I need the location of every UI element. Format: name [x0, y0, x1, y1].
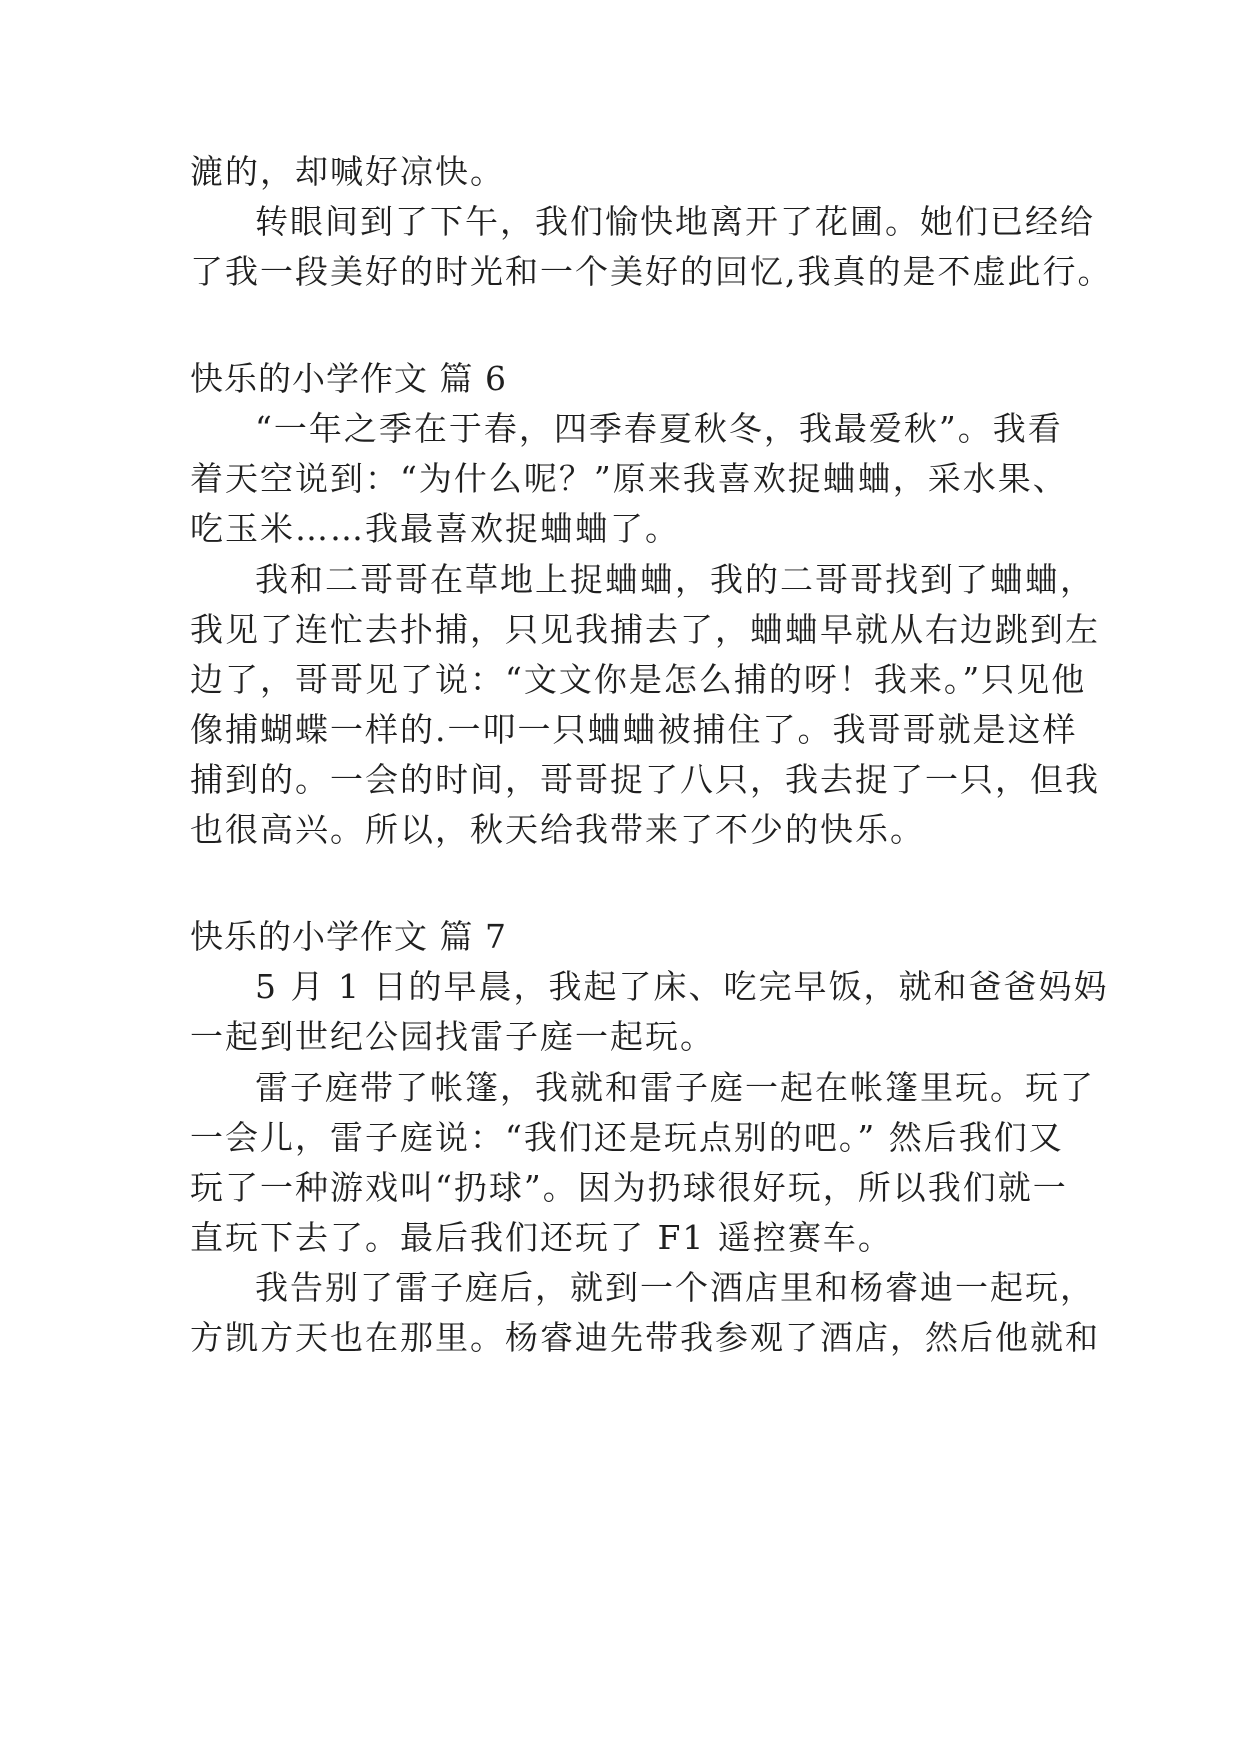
text-line: 边了，哥哥见了说：“文文你是怎么捕的呀！我来。”只见他	[190, 660, 1087, 699]
text-line: 雷子庭带了帐篷，我就和雷子庭一起在帐篷里玩。玩了	[255, 1068, 1095, 1107]
text-line: 也很高兴。所以，秋天给我带来了不少的快乐。	[190, 810, 925, 849]
text-line: 捕到的。一会的时间，哥哥捉了八只，我去捉了一只，但我	[190, 760, 1100, 799]
text-line: 着天空说到：“为什么呢？”原来我喜欢捉蛐蛐，采水果、	[190, 459, 1068, 498]
text-line: 玩了一种游戏叫“扔球”。因为扔球很好玩，所以我们就一	[190, 1168, 1068, 1207]
text-line: 方凯方天也在那里。杨睿迪先带我参观了酒店，然后他就和	[190, 1318, 1100, 1357]
text-line: 我见了连忙去扑捕，只见我捕去了，蛐蛐早就从右边跳到左	[190, 610, 1100, 649]
text-line: 吃玉米……我最喜欢捉蛐蛐了。	[190, 509, 680, 548]
text-line: “一年之季在于春，四季春夏秋冬，我最爱秋”。我看	[255, 409, 1063, 448]
text-line: 直玩下去了。最后我们还玩了 F1 遥控赛车。	[190, 1218, 893, 1257]
text-line: 了我一段美好的时光和一个美好的回忆,我真的是不虚此行。	[190, 252, 1113, 291]
section-heading: 快乐的小学作文 篇 6	[190, 359, 507, 398]
text-line: 一起到世纪公园找雷子庭一起玩。	[190, 1017, 715, 1056]
text-line: 我告别了雷子庭后，就到一个酒店里和杨睿迪一起玩，	[255, 1268, 1095, 1307]
text-line: 5 月 1 日的早晨，我起了床、吃完早饭，就和爸爸妈妈	[255, 967, 1109, 1006]
text-line: 像捕蝴蝶一样的.一叩一只蛐蛐被捕住了。我哥哥就是这样	[190, 710, 1078, 749]
section-heading: 快乐的小学作文 篇 7	[190, 917, 507, 956]
text-line: 漉的，却喊好凉快。	[190, 152, 505, 191]
text-line: 一会儿，雷子庭说：“我们还是玩点别的吧。” 然后我们又	[190, 1118, 1064, 1157]
text-line: 我和二哥哥在草地上捉蛐蛐，我的二哥哥找到了蛐蛐，	[255, 560, 1095, 599]
text-line: 转眼间到了下午，我们愉快地离开了花圃。她们已经给	[255, 202, 1095, 241]
